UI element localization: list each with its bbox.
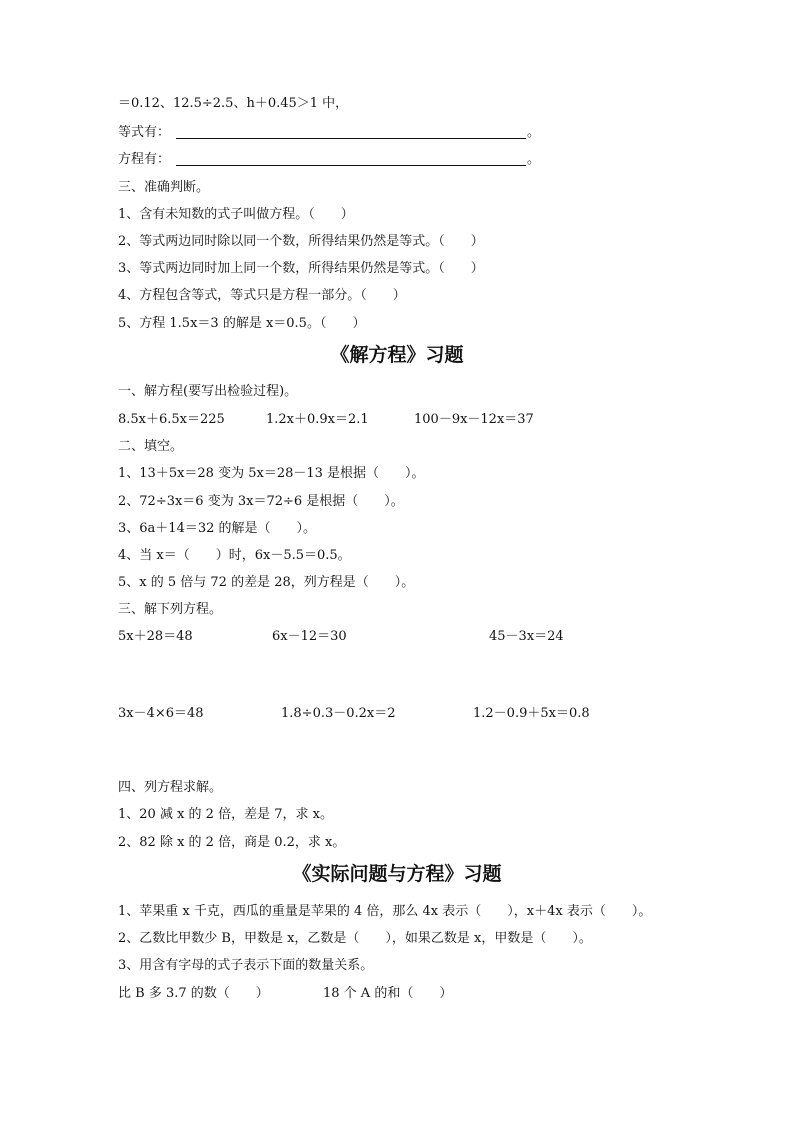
practical-item: 3、用含有字母的式子表示下面的数量关系。 <box>118 958 374 973</box>
fill-blank-item: 1、13＋5x＝28 变为 5x＝28－13 是根据（ ）。 <box>118 466 425 481</box>
fill-blank-item: 4、当 x＝（ ）时，6x－5.5＝0.5。 <box>118 548 351 563</box>
solve-part1-eq: 1.2x＋0.9x＝2.1 <box>266 412 369 427</box>
equalities-label: 等式有： <box>118 125 171 140</box>
intro-line: ＝0.12、12.5÷2.5、h＋0.45＞1 中， <box>118 96 349 111</box>
solve-part1-eq: 8.5x＋6.5x＝225 <box>118 412 225 427</box>
solve-part2-heading: 二、填空。 <box>118 439 184 454</box>
practical-item: 1、苹果重 x 千克，西瓜的重量是苹果的 4 倍，那么 4x 表示（ ），x＋4x 表示（ ）。 <box>118 904 652 919</box>
judge-item: 5、方程 1.5x＝3 的解是 x＝0.5。（ ） <box>118 316 366 331</box>
equalities-end-mark: 。 <box>527 125 541 140</box>
solve-part3-eq: 5x＋28＝48 <box>118 629 193 644</box>
fill-blank-item: 5、x 的 5 倍与 72 的差是 28，列方程是（ ）。 <box>118 575 415 590</box>
solve-part4-heading: 四、列方程求解。 <box>118 780 223 795</box>
equalities-answer-blank[interactable] <box>176 138 526 139</box>
equations-label: 方程有： <box>118 152 171 167</box>
expression-item: 比 B 多 3.7 的数（ ） <box>118 986 269 1001</box>
solve-part3-eq: 3x－4×6＝48 <box>118 706 204 721</box>
fill-blank-item: 3、6a＋14＝32 的解是（ ）。 <box>118 521 317 536</box>
solve-part3-eq: 1.2－0.9＋5x＝0.8 <box>473 706 590 721</box>
judge-item: 4、方程包含等式，等式只是方程一部分。（ ） <box>118 288 406 303</box>
practical-item: 2、乙数比甲数少 B，甲数是 x，乙数是（ ），如果乙数是 x，甲数是（ ）。 <box>118 931 592 946</box>
solve-part3-heading: 三、解下列方程。 <box>118 602 223 617</box>
solve-part3-eq: 6x－12＝30 <box>272 629 347 644</box>
solve-equations-title: 《解方程》习题 <box>330 344 464 366</box>
solve-part1-eq: 100－9x－12x＝37 <box>414 412 534 427</box>
judge-item: 3、等式两边同时加上同一个数，所得结果仍然是等式。（ ） <box>118 261 484 276</box>
practical-problems-title: 《实际问题与方程》习题 <box>292 863 502 885</box>
word-problem-item: 2、82 除 x 的 2 倍，商是 0.2，求 x。 <box>118 835 346 850</box>
equations-answer-blank[interactable] <box>176 165 526 166</box>
solve-part3-eq: 45－3x＝24 <box>489 629 564 644</box>
judge-item: 2、等式两边同时除以同一个数，所得结果仍然是等式。（ ） <box>118 234 484 249</box>
solve-part1-heading: 一、解方程(要写出检验过程)。 <box>118 384 298 399</box>
fill-blank-item: 2、72÷3x＝6 变为 3x＝72÷6 是根据（ ）。 <box>118 494 404 509</box>
expression-item: 18 个 A 的和（ ） <box>323 986 453 1001</box>
judge-heading: 三、准确判断。 <box>118 180 210 195</box>
solve-part3-eq: 1.8÷0.3－0.2x＝2 <box>281 706 396 721</box>
judge-item: 1、含有未知数的式子叫做方程。（ ） <box>118 207 354 222</box>
word-problem-item: 1、20 减 x 的 2 倍，差是 7，求 x。 <box>118 807 333 822</box>
equations-end-mark: 。 <box>527 152 541 167</box>
